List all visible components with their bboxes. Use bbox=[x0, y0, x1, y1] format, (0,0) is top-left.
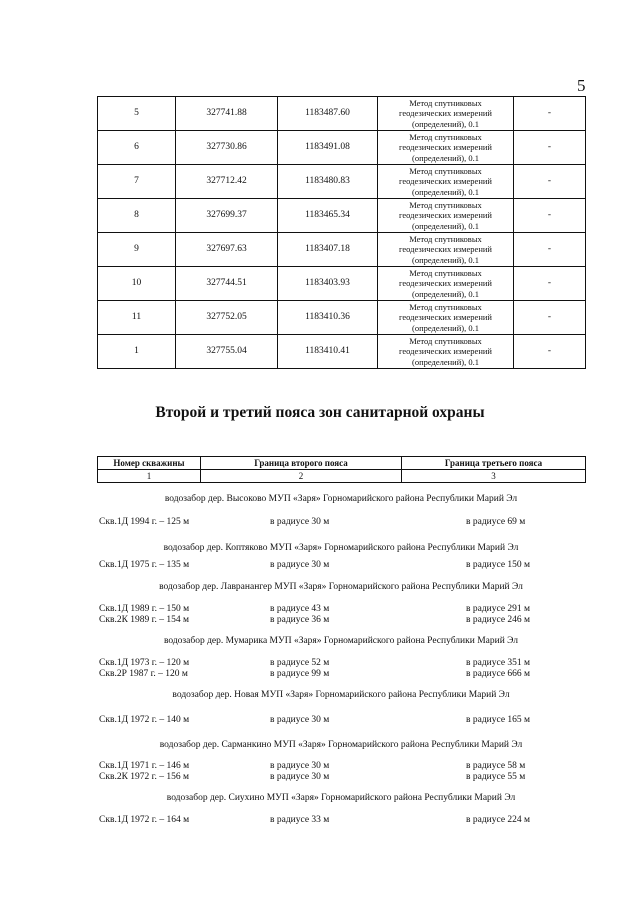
well-id: Скв.2Р 1987 г. – 120 м bbox=[99, 669, 188, 679]
coord-y: 1183491.08 bbox=[278, 131, 378, 165]
method-cell bbox=[378, 199, 514, 233]
coord-x: 327741.88 bbox=[176, 97, 278, 131]
method-line: (определений), 0.1 bbox=[411, 288, 479, 299]
accuracy-dash: - bbox=[514, 97, 586, 131]
well-id: Скв.1Д 1975 г. – 135 м bbox=[99, 560, 190, 570]
third-zone-radius: в радиусе 165 м bbox=[466, 715, 531, 725]
header-num-2: 2 bbox=[201, 470, 402, 483]
coord-x: 327699.37 bbox=[176, 199, 278, 233]
coord-row bbox=[98, 335, 586, 369]
method-line: геодезических измерений bbox=[399, 142, 492, 153]
well-id: Скв.2К 1989 г. – 154 м bbox=[99, 615, 189, 625]
method-line: Метод спутниковых bbox=[409, 267, 482, 278]
second-zone-radius: в радиусе 30 м bbox=[270, 761, 330, 771]
accuracy-dash: - bbox=[514, 233, 586, 267]
coord-row bbox=[98, 233, 586, 267]
third-zone-radius: в радиусе 224 м bbox=[466, 815, 531, 825]
second-zone-radius: в радиусе 43 м bbox=[270, 604, 330, 614]
header-third-zone: Граница третьего пояса bbox=[402, 457, 586, 470]
second-zone-radius: в радиусе 30 м bbox=[270, 517, 330, 527]
method-line: Метод спутниковых bbox=[409, 301, 482, 312]
coord-x: 327697.63 bbox=[176, 233, 278, 267]
point-number: 5 bbox=[98, 97, 176, 131]
third-zone-radius: в радиусе 150 м bbox=[466, 560, 531, 570]
third-zone-radius: в радиусе 666 м bbox=[466, 669, 531, 679]
coord-row bbox=[98, 165, 586, 199]
method-cell bbox=[378, 335, 514, 369]
method-cell bbox=[378, 165, 514, 199]
method-line: геодезических измерений bbox=[399, 176, 492, 187]
coord-y: 1183410.41 bbox=[278, 335, 378, 369]
coord-x: 327730.86 bbox=[176, 131, 278, 165]
page-number: 5 bbox=[577, 76, 586, 95]
coordinates-table bbox=[97, 96, 586, 369]
second-zone-radius: в радиусе 30 м bbox=[270, 715, 330, 725]
third-zone-radius: в радиусе 351 м bbox=[466, 658, 531, 668]
header-second-zone: Граница второго пояса bbox=[201, 457, 402, 470]
second-zone-radius: в радиусе 30 м bbox=[270, 772, 330, 782]
coord-x: 327755.04 bbox=[176, 335, 278, 369]
point-number: 6 bbox=[98, 131, 176, 165]
coord-x: 327744.51 bbox=[176, 267, 278, 301]
coord-x: 327752.05 bbox=[176, 301, 278, 335]
well-id: Скв.1Д 1972 г. – 140 м bbox=[99, 715, 190, 725]
method-line: Метод спутниковых bbox=[409, 97, 482, 108]
coord-row bbox=[98, 131, 586, 165]
method-line: Метод спутниковых bbox=[409, 335, 482, 346]
point-number: 10 bbox=[98, 267, 176, 301]
header-num-1: 1 bbox=[98, 470, 201, 483]
second-zone-radius: в радиусе 30 м bbox=[270, 560, 330, 570]
second-zone-radius: в радиусе 33 м bbox=[270, 815, 330, 825]
intake-title: водозабор дер. Новая МУП «Заря» Горномарийского района Республики Марий Эл bbox=[172, 690, 510, 700]
third-zone-radius: в радиусе 58 м bbox=[466, 761, 526, 771]
intake-title: водозабор дер. Мумарика МУП «Заря» Горномарийского района Республики Марий Эл bbox=[163, 636, 519, 646]
coord-y: 1183410.36 bbox=[278, 301, 378, 335]
well-id: Скв.2К 1972 г. – 156 м bbox=[99, 772, 189, 782]
method-cell bbox=[378, 233, 514, 267]
coord-y: 1183403.93 bbox=[278, 267, 378, 301]
method-line: геодезических измерений bbox=[399, 244, 492, 255]
accuracy-dash: - bbox=[514, 335, 586, 369]
accuracy-dash: - bbox=[514, 199, 586, 233]
point-number: 11 bbox=[98, 301, 176, 335]
section-title: Второй и третий пояса зон санитарной охраны bbox=[155, 404, 485, 421]
header-well-number: Номер скважины bbox=[98, 457, 201, 470]
second-zone-radius: в радиусе 36 м bbox=[270, 615, 330, 625]
point-number: 8 bbox=[98, 199, 176, 233]
method-line: Метод спутниковых bbox=[409, 199, 482, 210]
method-cell bbox=[378, 267, 514, 301]
intake-title: водозабор дер. Высоково МУП «Заря» Горномарийского района Республики Марий Эл bbox=[164, 494, 518, 504]
well-id: Скв.1Д 1994 г. – 125 м bbox=[99, 517, 190, 527]
method-cell bbox=[378, 301, 514, 335]
coord-y: 1183465.34 bbox=[278, 199, 378, 233]
second-zone-radius: в радиусе 52 м bbox=[270, 658, 330, 668]
zones-table-header bbox=[97, 456, 586, 483]
coord-row bbox=[98, 267, 586, 301]
coord-x: 327712.42 bbox=[176, 165, 278, 199]
coord-y: 1183480.83 bbox=[278, 165, 378, 199]
intake-title: водозабор дер. Сарманкино МУП «Заря» Горномарийского района Республики Марий Эл bbox=[159, 740, 523, 750]
second-zone-radius: в радиусе 99 м bbox=[270, 669, 330, 679]
coord-y: 1183487.60 bbox=[278, 97, 378, 131]
third-zone-radius: в радиусе 246 м bbox=[466, 615, 531, 625]
method-cell bbox=[378, 131, 514, 165]
point-number: 7 bbox=[98, 165, 176, 199]
coord-row bbox=[98, 301, 586, 335]
intake-title: водозабор дер. Сиухино МУП «Заря» Горномарийского района Республики Марий Эл bbox=[166, 793, 516, 803]
well-id: Скв.1Д 1972 г. – 164 м bbox=[99, 815, 190, 825]
well-id: Скв.1Д 1971 г. – 146 м bbox=[99, 761, 190, 771]
method-line: геодезических измерений bbox=[399, 108, 492, 119]
method-line: геодезических измерений bbox=[399, 278, 492, 289]
accuracy-dash: - bbox=[514, 131, 586, 165]
point-number: 1 bbox=[98, 335, 176, 369]
third-zone-radius: в радиусе 69 м bbox=[466, 517, 526, 527]
method-line: (определений), 0.1 bbox=[411, 220, 479, 231]
accuracy-dash: - bbox=[514, 301, 586, 335]
method-line: (определений), 0.1 bbox=[411, 152, 479, 163]
method-line: геодезических измерений bbox=[399, 346, 492, 357]
accuracy-dash: - bbox=[514, 267, 586, 301]
coord-row bbox=[98, 199, 586, 233]
point-number: 9 bbox=[98, 233, 176, 267]
accuracy-dash: - bbox=[514, 165, 586, 199]
method-line: Метод спутниковых bbox=[409, 131, 482, 142]
intake-title: водозабор дер. Лавранангер МУП «Заря» Горномарийского района Республики Марий Эл bbox=[159, 582, 523, 592]
method-line: (определений), 0.1 bbox=[411, 322, 479, 333]
method-line: (определений), 0.1 bbox=[411, 186, 479, 197]
method-line: (определений), 0.1 bbox=[411, 356, 479, 367]
well-id: Скв.1Д 1973 г. – 120 м bbox=[99, 658, 190, 668]
intake-title: водозабор дер. Коптяково МУП «Заря» Горномарийского района Республики Марий Эл bbox=[163, 543, 519, 553]
header-num-3: 3 bbox=[402, 470, 586, 483]
third-zone-radius: в радиусе 55 м bbox=[466, 772, 526, 782]
method-line: (определений), 0.1 bbox=[411, 118, 479, 129]
coord-y: 1183407.18 bbox=[278, 233, 378, 267]
method-cell bbox=[378, 97, 514, 131]
coord-row bbox=[98, 97, 586, 131]
well-id: Скв.1Д 1989 г. – 150 м bbox=[99, 604, 190, 614]
method-line: геодезических измерений bbox=[399, 210, 492, 221]
method-line: Метод спутниковых bbox=[409, 233, 482, 244]
method-line: Метод спутниковых bbox=[409, 165, 482, 176]
third-zone-radius: в радиусе 291 м bbox=[466, 604, 531, 614]
method-line: геодезических измерений bbox=[399, 312, 492, 323]
method-line: (определений), 0.1 bbox=[411, 254, 479, 265]
